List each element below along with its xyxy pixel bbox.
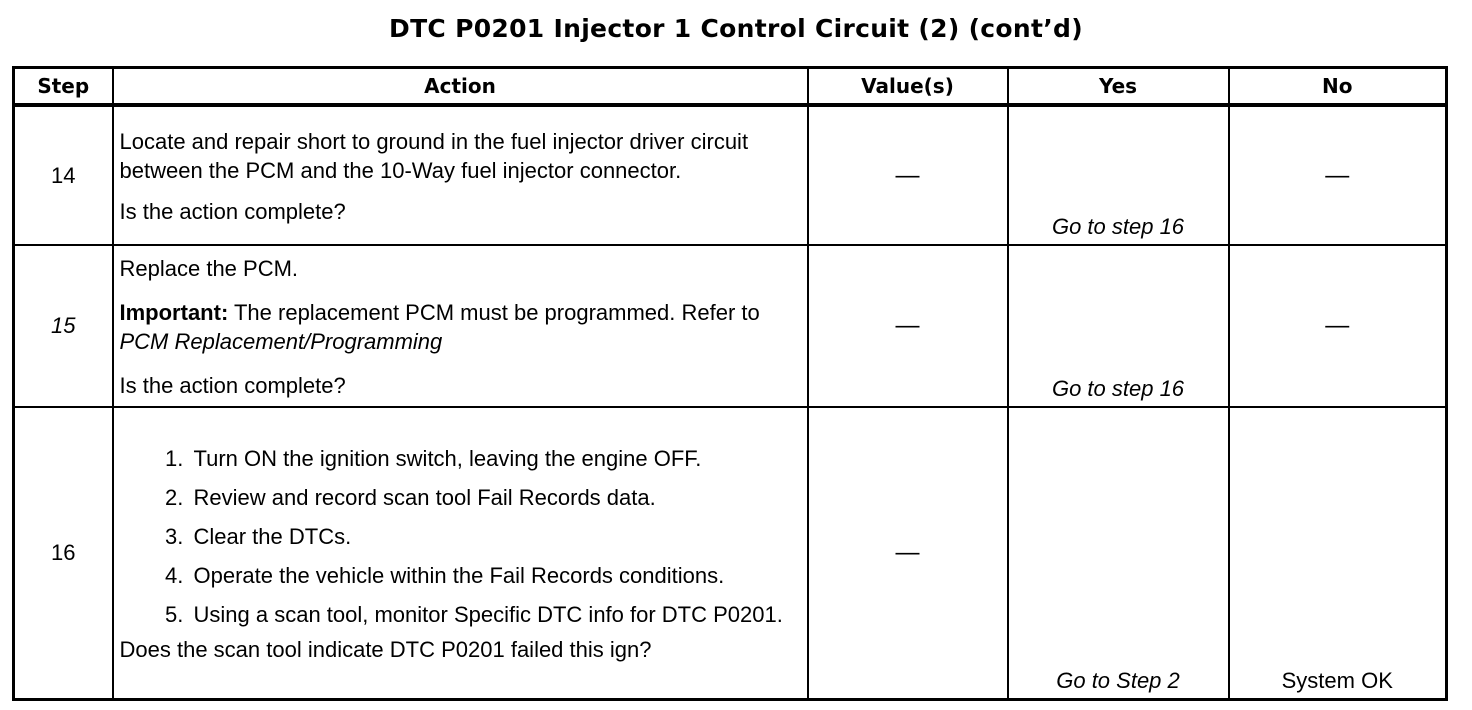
action-cell bbox=[113, 245, 808, 407]
action-question: Is the action complete? bbox=[119, 199, 346, 224]
action-cell bbox=[113, 407, 808, 699]
procedure-step: 4. Operate the vehicle within the Fail Records conditions. bbox=[190, 561, 799, 590]
procedure-step: 3. Clear the DTCs. bbox=[190, 522, 799, 551]
important-label: Important: bbox=[119, 300, 229, 325]
action-cell bbox=[113, 105, 808, 245]
value-cell: — bbox=[808, 407, 1008, 699]
value-cell: — bbox=[808, 105, 1008, 245]
table-row bbox=[14, 407, 1447, 699]
column-header-step: Step bbox=[14, 68, 113, 106]
procedure-step: 5. Using a scan tool, monitor Specific DTC info for DTC P0201. bbox=[190, 600, 799, 629]
action-question: Does the scan tool indicate DTC P0201 failed this ign? bbox=[119, 636, 652, 662]
important-text: The replacement PCM must be programmed. Refer to bbox=[228, 300, 760, 325]
step-number: 16 bbox=[14, 407, 113, 699]
column-header-action: Action bbox=[113, 68, 808, 106]
yes-cell: Go to step 16 bbox=[1008, 245, 1229, 407]
yes-cell: Go to Step 2 bbox=[1008, 407, 1229, 699]
action-text: Replace the PCM. bbox=[119, 256, 299, 281]
page-title: DTC P0201 Injector 1 Control Circuit (2) (cont’d) bbox=[389, 14, 1083, 43]
column-header-no: No bbox=[1229, 68, 1447, 106]
table-row bbox=[14, 245, 1447, 407]
action-text: Locate and repair short to ground in the fuel injector driver circuit between the PCM and the 10-Way fuel injector connector. bbox=[119, 129, 749, 183]
reference-link-text: PCM Replacement/Programming bbox=[119, 329, 443, 354]
procedure-step: 2. Review and record scan tool Fail Records data. bbox=[190, 483, 799, 512]
step-number: 14 bbox=[14, 105, 113, 245]
no-cell: — bbox=[1229, 245, 1447, 407]
step-number: 15 bbox=[14, 245, 113, 407]
procedure-list bbox=[120, 444, 799, 629]
column-header-yes: Yes bbox=[1008, 68, 1229, 106]
no-cell: System OK bbox=[1229, 407, 1447, 699]
action-question: Is the action complete? bbox=[119, 373, 346, 398]
column-header-values: Value(s) bbox=[808, 68, 1008, 106]
diagnostic-table bbox=[12, 66, 1448, 701]
important-note bbox=[120, 298, 799, 356]
table-row bbox=[14, 105, 1447, 245]
no-cell: — bbox=[1229, 105, 1447, 245]
value-cell: — bbox=[808, 245, 1008, 407]
procedure-step: 1. Turn ON the ignition switch, leaving the engine OFF. bbox=[190, 444, 799, 473]
table-header-row bbox=[14, 68, 1447, 106]
yes-cell: Go to step 16 bbox=[1008, 105, 1229, 245]
